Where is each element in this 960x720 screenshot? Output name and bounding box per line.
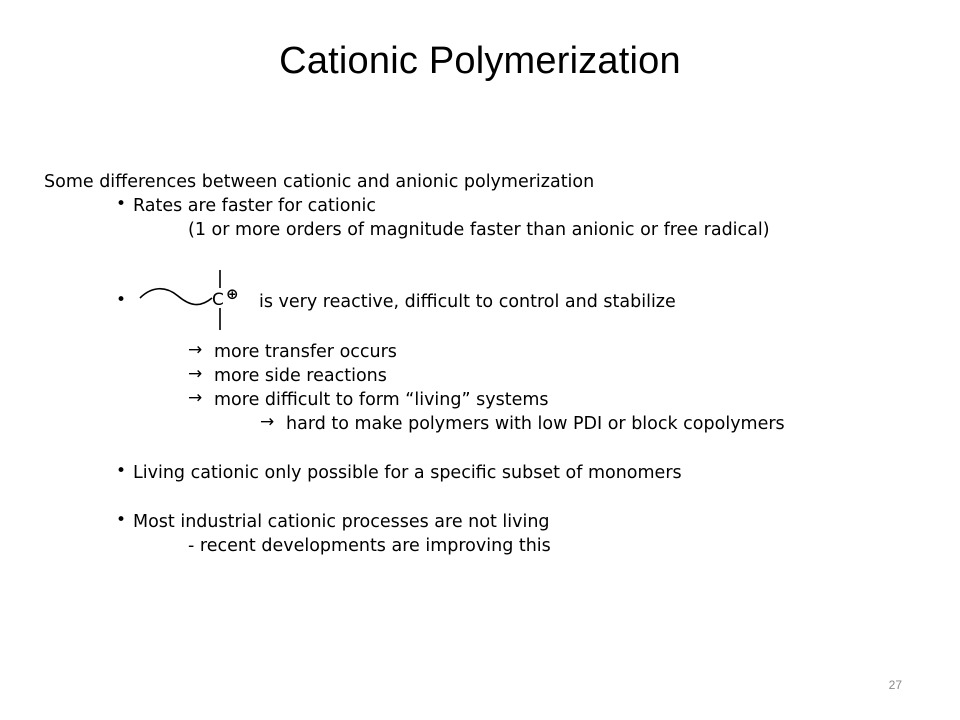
- bullet: •: [116, 461, 127, 481]
- right-arrow-icon: →: [188, 340, 203, 360]
- rates-text: Rates are faster for cationic: [133, 196, 377, 216]
- slide-title: Cationic Polymerization: [279, 40, 681, 82]
- side-reactions-text: more side reactions: [214, 366, 387, 386]
- positive-charge-icon: ⊕: [226, 285, 239, 303]
- carbocation-structure: [138, 268, 248, 332]
- reactive-text: is very reactive, difficult to control and stabilize: [259, 292, 676, 312]
- carbocation-structure-svg: [138, 268, 248, 332]
- right-arrow-icon: →: [188, 364, 203, 384]
- rates-detail-text: (1 or more orders of magnitude faster than anionic or free radical): [188, 220, 770, 240]
- industrial-text: Most industrial cationic processes are not living: [133, 512, 550, 532]
- carbon-atom-label: C: [212, 290, 224, 310]
- right-arrow-icon: →: [188, 388, 203, 408]
- living-subset-text: Living cationic only possible for a specific subset of monomers: [133, 463, 682, 483]
- page-number: 27: [888, 678, 902, 692]
- recent-developments-text: - recent developments are improving this: [188, 536, 551, 556]
- bullet: •: [116, 194, 127, 214]
- intro-text: Some differences between cationic and anionic polymerization: [44, 172, 595, 192]
- bullet: •: [116, 510, 127, 530]
- hard-pdi-text: hard to make polymers with low PDI or block copolymers: [286, 414, 785, 434]
- transfer-text: more transfer occurs: [214, 342, 397, 362]
- living-difficult-text: more difficult to form “living” systems: [214, 390, 549, 410]
- bullet: •: [116, 290, 127, 310]
- right-arrow-icon: →: [260, 412, 275, 432]
- polymer-chain-squiggle: [140, 289, 212, 305]
